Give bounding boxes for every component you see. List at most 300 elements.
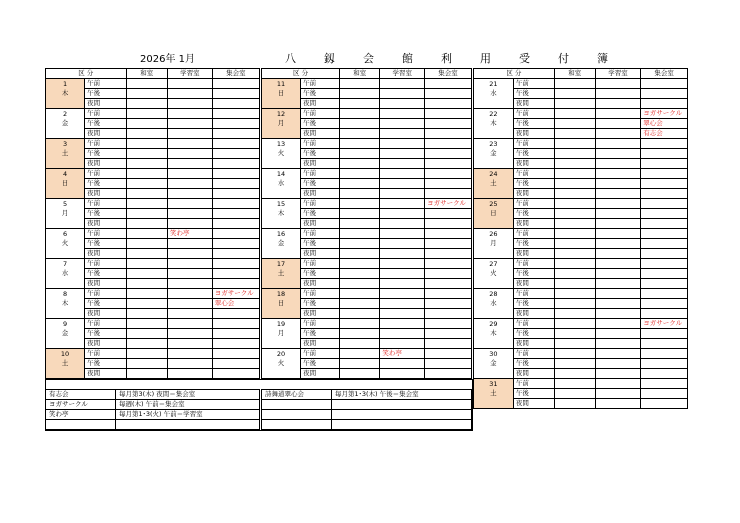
booking-cell[interactable] [554,299,595,309]
booking-cell[interactable] [595,79,641,89]
booking-cell[interactable] [595,129,641,139]
booking-cell[interactable] [340,189,380,199]
booking-cell[interactable] [167,189,212,199]
booking-cell[interactable] [380,109,425,119]
booking-cell[interactable] [641,209,688,219]
booking-cell[interactable] [212,269,259,279]
booking-cell[interactable] [212,319,259,329]
table-row [262,79,472,89]
booking-cell[interactable] [167,239,212,249]
booking-cell[interactable] [380,299,425,309]
booking-cell[interactable] [641,269,688,279]
booking-cell[interactable] [126,239,167,249]
booking-cell[interactable] [167,269,212,279]
booking-cell[interactable] [212,109,259,119]
booking-cell[interactable] [641,219,688,229]
booking-cell[interactable] [167,289,212,299]
booking-event[interactable]: ヨガサークル [212,289,259,299]
table-header-row [262,69,472,79]
booking-cell[interactable] [340,249,380,259]
booking-cell[interactable] [554,129,595,139]
booking-cell[interactable] [554,349,595,359]
booking-cell[interactable] [380,139,425,149]
booking-cell[interactable] [425,339,472,349]
booking-cell[interactable] [641,339,688,349]
booking-cell[interactable] [212,209,259,219]
day-cell [474,109,514,139]
booking-cell[interactable] [380,129,425,139]
booking-cell[interactable] [595,399,641,409]
booking-cell[interactable] [554,239,595,249]
booking-cell[interactable] [167,89,212,99]
booking-cell[interactable] [126,299,167,309]
booking-cell[interactable] [212,89,259,99]
booking-cell[interactable] [340,289,380,299]
booking-cell[interactable] [425,319,472,329]
booking-cell[interactable] [380,159,425,169]
booking-cell[interactable] [425,269,472,279]
booking-cell[interactable] [167,179,212,189]
booking-cell[interactable] [167,209,212,219]
booking-cell[interactable] [126,249,167,259]
booking-cell[interactable] [167,319,212,329]
booking-cell[interactable] [554,289,595,299]
booking-cell[interactable] [212,329,259,339]
booking-cell[interactable] [340,169,380,179]
booking-cell[interactable] [595,239,641,249]
booking-event[interactable]: 翠心会 [641,119,688,129]
booking-cell[interactable] [212,309,259,319]
booking-cell[interactable] [554,109,595,119]
booking-cell[interactable] [167,109,212,119]
booking-cell[interactable] [380,339,425,349]
booking-cell[interactable] [167,299,212,309]
booking-cell[interactable] [167,169,212,179]
booking-cell[interactable] [212,139,259,149]
booking-cell[interactable] [212,229,259,239]
booking-cell[interactable] [380,249,425,259]
booking-cell[interactable] [167,349,212,359]
booking-cell[interactable] [554,119,595,129]
booking-cell[interactable] [425,179,472,189]
booking-cell[interactable] [641,149,688,159]
booking-cell[interactable] [425,169,472,179]
booking-cell[interactable] [167,129,212,139]
booking-cell[interactable] [595,269,641,279]
booking-cell[interactable] [554,139,595,149]
booking-cell[interactable] [126,229,167,239]
booking-cell[interactable] [126,289,167,299]
booking-cell[interactable] [425,259,472,269]
booking-cell[interactable] [126,319,167,329]
day-cell [262,319,301,349]
booking-cell[interactable] [167,159,212,169]
booking-cell[interactable] [212,169,259,179]
booking-cell[interactable] [425,89,472,99]
booking-cell[interactable] [167,339,212,349]
booking-cell[interactable] [641,169,688,179]
booking-cell[interactable] [595,229,641,239]
booking-cell[interactable] [380,269,425,279]
booking-cell[interactable] [167,329,212,339]
booking-cell[interactable] [595,109,641,119]
booking-cell[interactable] [554,389,595,399]
booking-cell[interactable] [554,249,595,259]
booking-cell[interactable] [595,289,641,299]
booking-cell[interactable] [554,339,595,349]
booking-cell[interactable] [641,329,688,339]
booking-cell[interactable] [167,99,212,109]
booking-cell[interactable] [554,269,595,279]
booking-cell[interactable] [126,209,167,219]
booking-cell[interactable] [554,359,595,369]
booking-cell[interactable] [167,119,212,129]
booking-cell[interactable] [554,99,595,109]
day-cell [46,79,85,109]
booking-cell[interactable] [641,279,688,289]
booking-cell[interactable] [641,249,688,259]
booking-cell[interactable] [641,259,688,269]
booking-cell[interactable] [641,369,688,379]
booking-cell[interactable] [126,309,167,319]
booking-cell[interactable] [554,369,595,379]
booking-event[interactable]: 有志会 [641,129,688,139]
booking-cell[interactable] [595,219,641,229]
booking-cell[interactable] [554,229,595,239]
booking-event[interactable]: 笑わ亭 [380,349,425,359]
booking-cell[interactable] [595,249,641,259]
booking-cell[interactable] [380,319,425,329]
booking-cell[interactable] [425,139,472,149]
booking-cell[interactable] [340,129,380,139]
booking-cell[interactable] [425,369,472,379]
booking-event[interactable]: 笑わ亭 [167,229,212,239]
booking-cell[interactable] [595,359,641,369]
booking-cell[interactable] [126,169,167,179]
slot-label: 夜間 [513,249,554,259]
booking-cell[interactable] [554,169,595,179]
booking-cell[interactable] [380,119,425,129]
booking-cell[interactable] [641,299,688,309]
booking-cell[interactable] [595,389,641,399]
booking-cell[interactable] [380,329,425,339]
booking-cell[interactable] [425,129,472,139]
day-weekday: 水 [490,89,497,97]
booking-cell[interactable] [554,149,595,159]
booking-cell[interactable] [641,379,688,389]
booking-cell[interactable] [595,259,641,269]
booking-cell[interactable] [641,309,688,319]
day-weekday: 火 [61,239,69,247]
booking-cell[interactable] [595,159,641,169]
booking-cell[interactable] [212,349,259,359]
booking-cell[interactable] [641,349,688,359]
day-cell [262,109,301,139]
booking-cell[interactable] [595,339,641,349]
booking-cell[interactable] [212,239,259,249]
booking-cell[interactable] [167,249,212,259]
booking-cell[interactable] [425,109,472,119]
booking-cell[interactable] [554,189,595,199]
booking-cell[interactable] [212,129,259,139]
booking-cell[interactable] [425,279,472,289]
booking-cell[interactable] [425,299,472,309]
booking-cell[interactable] [340,329,380,339]
booking-cell[interactable] [595,369,641,379]
booking-cell[interactable] [126,129,167,139]
booking-cell[interactable] [380,219,425,229]
booking-cell[interactable] [380,89,425,99]
booking-cell[interactable] [380,199,425,209]
day-weekday: 月 [277,329,285,337]
booking-cell[interactable] [425,359,472,369]
booking-cell[interactable] [126,109,167,119]
booking-event[interactable]: ヨガサークル [641,109,688,119]
booking-cell[interactable] [641,189,688,199]
booking-cell[interactable] [554,199,595,209]
booking-cell[interactable] [425,189,472,199]
booking-cell[interactable] [641,179,688,189]
booking-cell[interactable] [340,349,380,359]
booking-cell[interactable] [212,99,259,109]
booking-cell[interactable] [425,289,472,299]
booking-cell[interactable] [212,179,259,189]
booking-cell[interactable] [595,149,641,159]
booking-cell[interactable] [595,349,641,359]
booking-cell[interactable] [380,369,425,379]
booking-cell[interactable] [212,219,259,229]
booking-cell[interactable] [212,159,259,169]
booking-cell[interactable] [595,209,641,219]
day-weekday: 金 [277,239,285,247]
booking-cell[interactable] [212,339,259,349]
day-cell [474,229,514,259]
booking-cell[interactable] [554,319,595,329]
booking-cell[interactable] [340,89,380,99]
booking-cell[interactable] [380,229,425,239]
day-cell [262,259,301,289]
booking-cell[interactable] [641,289,688,299]
booking-cell[interactable] [126,369,167,379]
booking-cell[interactable] [380,359,425,369]
booking-cell[interactable] [641,229,688,239]
booking-cell[interactable] [554,89,595,99]
booking-cell[interactable] [380,179,425,189]
booking-cell[interactable] [340,99,380,109]
booking-cell[interactable] [167,219,212,229]
booking-cell[interactable] [167,369,212,379]
booking-cell[interactable] [340,259,380,269]
booking-cell[interactable] [126,149,167,159]
booking-cell[interactable] [340,119,380,129]
booking-cell[interactable] [212,259,259,269]
booking-cell[interactable] [340,229,380,239]
booking-cell[interactable] [126,269,167,279]
booking-cell[interactable] [126,189,167,199]
booking-cell[interactable] [126,279,167,289]
booking-cell[interactable] [340,159,380,169]
booking-cell[interactable] [340,79,380,89]
booking-event[interactable]: ヨガサークル [641,319,688,329]
booking-cell[interactable] [641,79,688,89]
booking-cell[interactable] [126,139,167,149]
booking-cell[interactable] [554,399,595,409]
booking-cell[interactable] [212,359,259,369]
booking-cell[interactable] [212,149,259,159]
booking-cell[interactable] [126,179,167,189]
booking-cell[interactable] [380,259,425,269]
booking-cell[interactable] [425,99,472,109]
booking-cell[interactable] [380,209,425,219]
booking-cell[interactable] [554,79,595,89]
note-schedule: 毎月第3(木) 夜間＝集会室 [116,390,260,400]
booking-cell[interactable] [554,219,595,229]
slot-label: 午前 [513,319,554,329]
booking-cell[interactable] [595,319,641,329]
booking-cell[interactable] [595,299,641,309]
booking-cell[interactable] [554,209,595,219]
booking-cell[interactable] [212,189,259,199]
room1-header: 和室 [340,69,380,79]
booking-cell[interactable] [340,149,380,159]
booking-cell[interactable] [380,149,425,159]
booking-cell[interactable] [380,99,425,109]
slot-label: 午後 [301,299,340,309]
booking-cell[interactable] [641,359,688,369]
booking-cell[interactable] [340,209,380,219]
booking-cell[interactable] [641,389,688,399]
booking-cell[interactable] [340,299,380,309]
booking-cell[interactable] [340,359,380,369]
booking-cell[interactable] [380,309,425,319]
booking-cell[interactable] [425,349,472,359]
booking-cell[interactable] [212,199,259,209]
booking-cell[interactable] [425,149,472,159]
booking-cell[interactable] [126,259,167,269]
booking-cell[interactable] [380,169,425,179]
booking-cell[interactable] [167,139,212,149]
booking-cell[interactable] [554,309,595,319]
booking-cell[interactable] [425,249,472,259]
booking-cell[interactable] [126,79,167,89]
booking-cell[interactable] [340,139,380,149]
booking-cell[interactable] [126,339,167,349]
booking-cell[interactable] [212,279,259,289]
booking-cell[interactable] [340,219,380,229]
booking-cell[interactable] [641,399,688,409]
booking-cell[interactable] [126,359,167,369]
booking-cell[interactable] [641,199,688,209]
booking-cell[interactable] [126,349,167,359]
booking-cell[interactable] [126,99,167,109]
booking-cell[interactable] [167,149,212,159]
booking-cell[interactable] [554,379,595,389]
booking-cell[interactable] [340,109,380,119]
booking-cell[interactable] [425,239,472,249]
booking-event[interactable]: 翠心会 [212,299,259,309]
booking-cell[interactable] [641,99,688,109]
booking-cell[interactable] [595,329,641,339]
booking-cell[interactable] [340,319,380,329]
booking-cell[interactable] [595,279,641,289]
booking-cell[interactable] [212,119,259,129]
booking-cell[interactable] [340,339,380,349]
booking-event[interactable]: ヨガサークル [425,199,472,209]
day-cell [474,199,514,229]
booking-cell[interactable] [167,359,212,369]
booking-cell[interactable] [340,279,380,289]
booking-cell[interactable] [595,99,641,109]
slot-label: 午後 [301,239,340,249]
booking-cell[interactable] [425,329,472,339]
slot-label: 午前 [85,109,126,119]
booking-cell[interactable] [554,179,595,189]
booking-cell[interactable] [167,259,212,269]
booking-cell[interactable] [212,369,259,379]
booking-cell[interactable] [641,159,688,169]
booking-cell[interactable] [340,269,380,279]
booking-cell[interactable] [380,279,425,289]
booking-cell[interactable] [595,139,641,149]
table-row [46,289,260,299]
booking-cell[interactable] [167,79,212,89]
booking-cell[interactable] [595,189,641,199]
booking-cell[interactable] [380,289,425,299]
booking-cell[interactable] [340,369,380,379]
booking-cell[interactable] [425,209,472,219]
booking-cell[interactable] [595,199,641,209]
booking-cell[interactable] [167,309,212,319]
booking-cell[interactable] [641,89,688,99]
booking-cell[interactable] [641,239,688,249]
booking-cell[interactable] [340,309,380,319]
booking-cell[interactable] [595,309,641,319]
booking-cell[interactable] [212,79,259,89]
booking-cell[interactable] [554,259,595,269]
booking-cell[interactable] [340,179,380,189]
booking-cell[interactable] [595,179,641,189]
booking-cell[interactable] [212,249,259,259]
booking-cell[interactable] [380,79,425,89]
booking-cell[interactable] [126,159,167,169]
booking-cell[interactable] [167,199,212,209]
booking-cell[interactable] [595,379,641,389]
booking-cell[interactable] [380,189,425,199]
booking-cell[interactable] [126,329,167,339]
booking-cell[interactable] [126,199,167,209]
booking-cell[interactable] [425,79,472,89]
booking-cell[interactable] [425,219,472,229]
booking-cell[interactable] [126,89,167,99]
booking-cell[interactable] [126,219,167,229]
booking-cell[interactable] [641,139,688,149]
booking-cell[interactable] [425,309,472,319]
booking-cell[interactable] [595,119,641,129]
booking-cell[interactable] [340,239,380,249]
booking-cell[interactable] [595,89,641,99]
booking-cell[interactable] [554,159,595,169]
booking-cell[interactable] [167,279,212,289]
booking-cell[interactable] [595,169,641,179]
booking-cell[interactable] [425,229,472,239]
booking-cell[interactable] [340,199,380,209]
booking-cell[interactable] [554,279,595,289]
booking-cell[interactable] [380,239,425,249]
booking-cell[interactable] [425,119,472,129]
booking-cell[interactable] [425,159,472,169]
booking-cell[interactable] [126,119,167,129]
booking-cell[interactable] [554,329,595,339]
